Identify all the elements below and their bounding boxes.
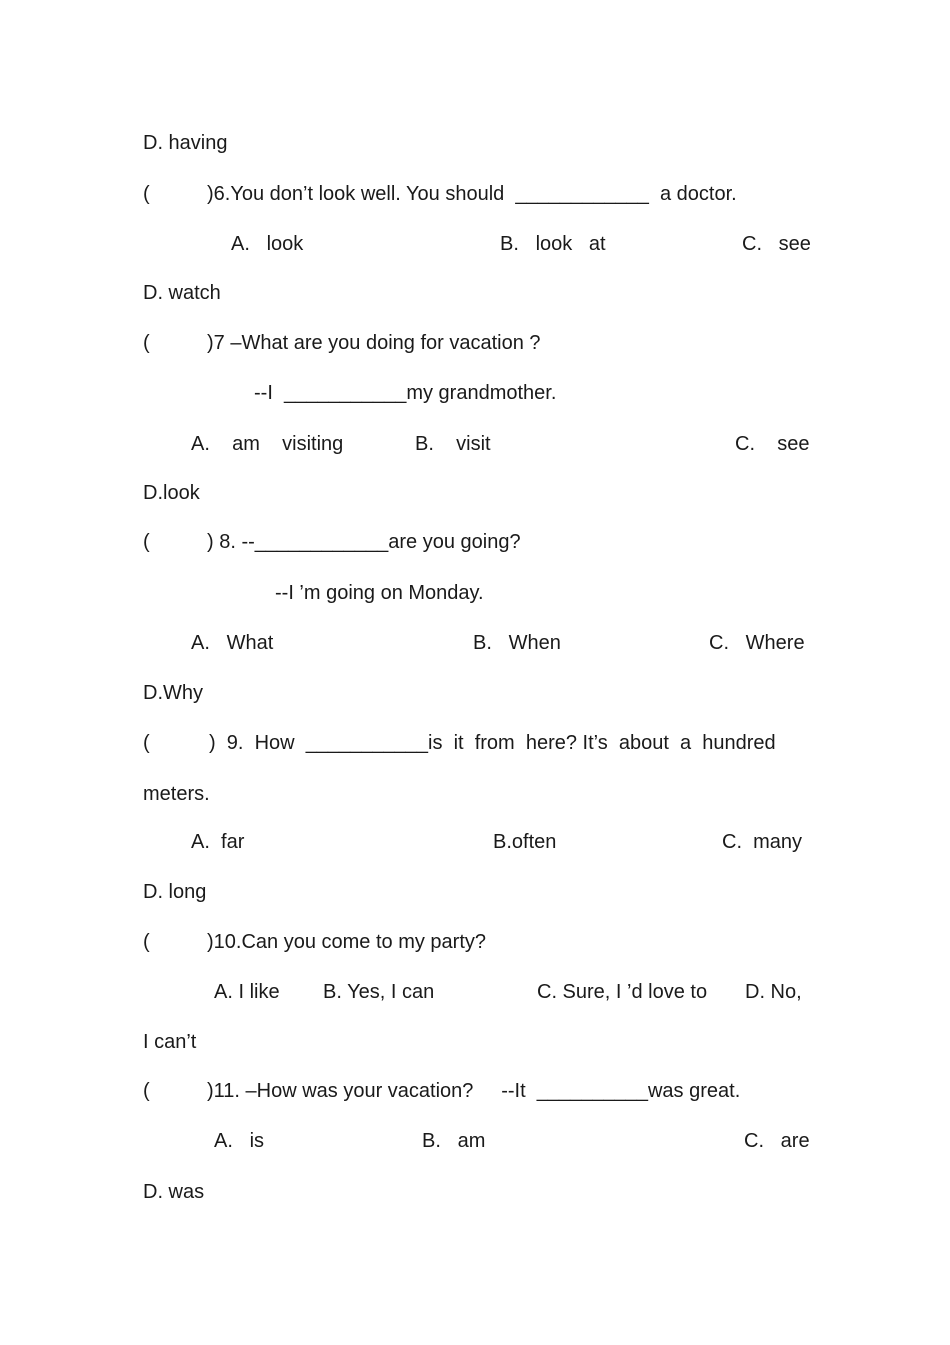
- q8-option-d: D.Why: [143, 682, 203, 704]
- q6-option-c: C. see: [742, 233, 811, 255]
- q7-option-c: C. see: [735, 433, 810, 455]
- q11-option-a: A. is: [214, 1130, 265, 1152]
- q6-option-d: D. watch: [143, 282, 221, 304]
- q10-stem: )10.Can you come to my party?: [207, 931, 487, 953]
- q9-option-b: B.often: [493, 831, 557, 853]
- q11-stem: )11. –How was your vacation? --It __________was great.: [207, 1080, 741, 1102]
- q10-option-d-continued: I can’t: [143, 1031, 197, 1053]
- q9-answer-paren: (: [143, 732, 150, 754]
- q6-stem: )6.You don’t look well. You should ____________ a doctor.: [207, 183, 737, 205]
- q11-answer-paren: (: [143, 1080, 150, 1102]
- q8-answer-paren: (: [143, 531, 150, 553]
- q7-answer-paren: (: [143, 332, 150, 354]
- q8-dialogue-reply: --I ’m going on Monday.: [275, 582, 484, 604]
- q9-option-a: A. far: [191, 831, 245, 853]
- q7-option-d: D.look: [143, 482, 200, 504]
- q10-option-d: D. No,: [745, 981, 802, 1003]
- q10-option-a: A. I like: [214, 981, 280, 1003]
- q5-option-d: D. having: [143, 132, 228, 154]
- q10-option-c: C. Sure, I ’d love to: [537, 981, 708, 1003]
- q9-option-c: C. many: [722, 831, 803, 853]
- q7-option-a: A. am visiting: [191, 433, 344, 455]
- q11-option-b: B. am: [422, 1130, 486, 1152]
- q6-option-b: B. look at: [500, 233, 606, 255]
- q9-option-d: D. long: [143, 881, 207, 903]
- q9-stem: ) 9. How ___________is it from here? It’s about a hundred: [209, 732, 776, 754]
- q8-option-a: A. What: [191, 632, 274, 654]
- q10-option-b: B. Yes, I can: [323, 981, 435, 1003]
- q11-option-c: C. are: [744, 1130, 810, 1152]
- q6-option-a: A. look: [231, 233, 304, 255]
- q9-stem-continued: meters.: [143, 783, 210, 805]
- q6-answer-paren: (: [143, 183, 150, 205]
- q8-option-b: B. When: [473, 632, 561, 654]
- q10-answer-paren: (: [143, 931, 150, 953]
- q8-stem: ) 8. --____________are you going?: [207, 531, 521, 553]
- q8-option-c: C. Where: [709, 632, 805, 654]
- q7-dialogue-reply: --I ___________my grandmother.: [254, 382, 557, 404]
- q7-option-b: B. visit: [415, 433, 491, 455]
- q7-stem: )7 –What are you doing for vacation ?: [207, 332, 541, 354]
- q11-option-d: D. was: [143, 1181, 205, 1203]
